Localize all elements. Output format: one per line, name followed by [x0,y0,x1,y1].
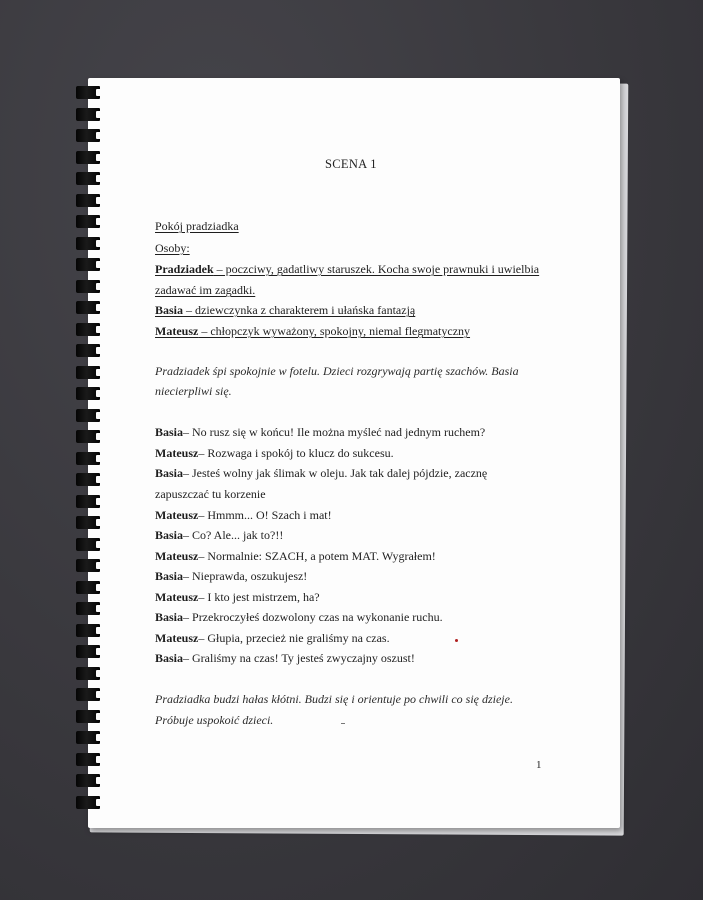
binding-ring [76,710,100,723]
dialogue-text: – No rusz się w końcu! Ile można myśleć nad jednym ruchem? [183,425,486,439]
binding-ring [76,409,100,422]
speaker-name: Basia [155,651,184,665]
binding-ring [76,753,100,766]
binding-ring [76,473,100,486]
dialogue-text: – Graliśmy na czas! Ty jesteś zwyczajny oszust! [183,651,415,665]
binding-ring [76,667,100,680]
cast-name: Basia [155,303,184,317]
dialogue-line [155,528,283,543]
cast-entry-mateusz [155,324,470,339]
dialogue-text: – Nieprawda, oszukujesz! [183,569,308,583]
cast-description: – poczciwy, gadatliwy staruszek. Kocha swoje prawnuki i uwielbia [213,262,540,276]
binding-ring [76,151,100,164]
dialogue-line [155,466,487,481]
cast-description: – dziewczynka z charakterem i ułańska fantazją [183,303,416,317]
binding-ring [76,366,100,379]
dialogue-line [155,508,332,523]
stage-direction-line: Próbuje uspokoić dzieci. [155,713,274,727]
binding-ring [76,774,100,787]
speaker-name: Basia [155,610,184,624]
binding-ring [76,237,100,250]
dialogue-text: – Rozwaga i spokój to klucz do sukcesu. [198,446,394,460]
speaker-name: Mateusz [155,446,199,460]
ink-speck [455,639,458,642]
binding-ring [76,86,100,99]
dialogue-text: – Głupia, przecież nie graliśmy na czas. [198,631,390,645]
binding-ring [76,645,100,658]
binding-ring [76,796,100,809]
dialogue-line [155,590,320,605]
binding-ring [76,258,100,271]
binding-ring [76,129,100,142]
dialogue-line [155,446,394,461]
binding-ring [76,108,100,121]
binding-ring [76,301,100,314]
cast-name: Pradziadek [155,262,214,276]
dialogue-text: – Przekroczyłeś dozwolony czas na wykonanie ruchu. [183,610,443,624]
dialogue-line [155,425,485,440]
binding-ring [76,344,100,357]
binding-ring [76,538,100,551]
binding-ring [76,387,100,400]
binding-ring [76,430,100,443]
binding-ring [76,495,100,508]
cast-heading: Osoby: [155,241,190,255]
cast-entry-pradziadek [155,262,539,277]
binding-ring [76,280,100,293]
dialogue-text: – Normalnie: SZACH, a potem MAT. Wygrałem! [198,549,436,563]
binding-ring [76,602,100,615]
dialogue-text: – Hmmm... O! Szach i mat! [198,508,332,522]
cast-entry-basia [155,303,415,318]
speaker-name: Basia [155,425,184,439]
speaker-name: Basia [155,466,184,480]
dialogue-line [155,631,390,646]
page-number: 1 [536,759,542,771]
speaker-name: Mateusz [155,590,199,604]
dialogue-continuation: zapuszczać tu korzenie [155,487,266,501]
binding-ring [76,688,100,701]
dialogue-line [155,569,307,584]
binding-ring [76,731,100,744]
dialogue-line [155,610,443,625]
speaker-name: Basia [155,569,184,583]
setting-line: Pokój pradziadka [155,219,239,233]
spiral-binding [76,86,102,826]
ink-mark [341,723,345,724]
binding-ring [76,516,100,529]
cast-description: – chłopczyk wyważony, spokojny, niemal flegmatyczny [198,324,471,338]
binding-ring [76,194,100,207]
stage-direction-line: Pradziadek śpi spokojnie w fotelu. Dzieci rozgrywają partię szachów. Basia [155,364,519,378]
speaker-name: Mateusz [155,549,199,563]
dialogue-text: – I kto jest mistrzem, ha? [198,590,320,604]
binding-ring [76,581,100,594]
dialogue-text: – Co? Ale... jak to?!! [183,528,284,542]
binding-ring [76,172,100,185]
binding-ring [76,559,100,572]
binding-ring [76,624,100,637]
speaker-name: Basia [155,528,184,542]
cast-entry-continuation: zadawać im zagadki. [155,283,256,297]
stage-direction-line: Pradziadka budzi hałas kłótni. Budzi się i orientuje po chwili co się dzieje. [155,692,513,706]
dialogue-line [155,651,415,666]
speaker-name: Mateusz [155,508,199,522]
binding-ring [76,215,100,228]
dialogue-text: – Jesteś wolny jak ślimak w oleju. Jak tak dalej pójdzie, zacznę [183,466,488,480]
cast-name: Mateusz [155,324,199,338]
speaker-name: Mateusz [155,631,199,645]
dialogue-line [155,549,436,564]
binding-ring [76,323,100,336]
binding-ring [76,452,100,465]
stage-direction-line: niecierpliwi się. [155,384,232,398]
scene-title: SCENA 1 [325,157,377,171]
